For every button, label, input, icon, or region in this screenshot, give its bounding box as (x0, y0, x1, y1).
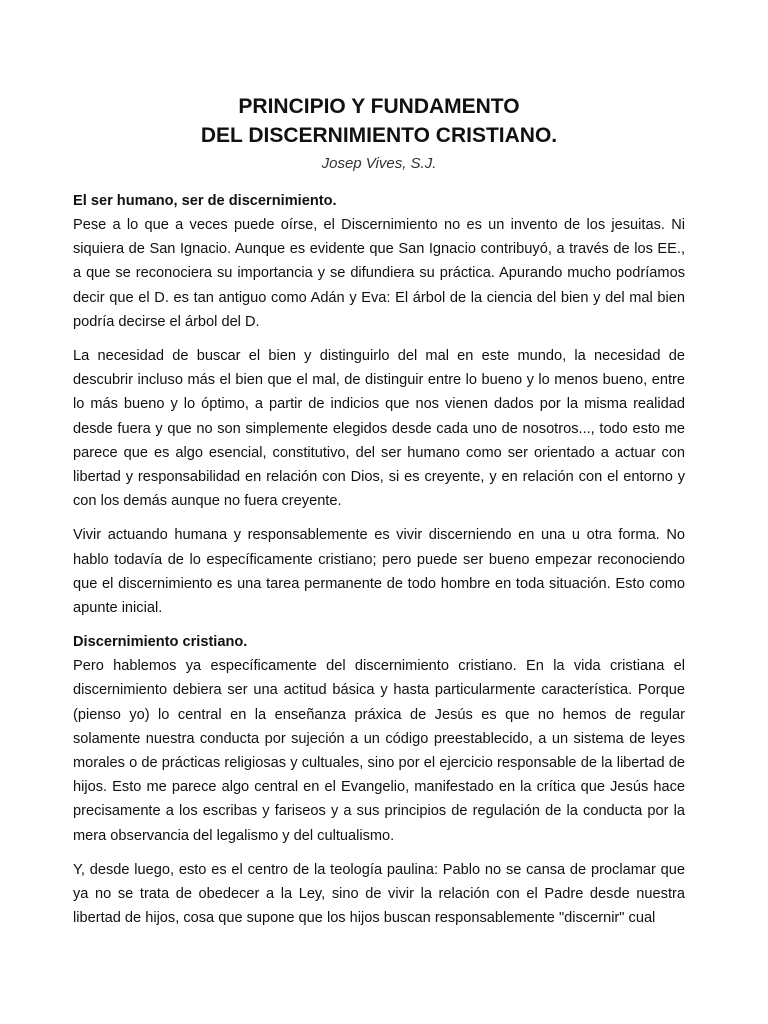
title-line-1: PRINCIPIO Y FUNDAMENTO (238, 95, 520, 118)
section-heading-2: Discernimiento cristiano. (73, 634, 248, 651)
section-heading-1: El ser humano, ser de discernimiento. (73, 193, 337, 209)
paragraph-5: Y, desde luego, esto es el centro de la teología paulina: Pablo no se cansa de proclamar que ya no se trata de obedecer a la Ley, sino de vivir la relación con el Padre desde nuestra libertad de hijos, cosa que supone que los hijos buscan responsablemente "discernir" cual (73, 861, 685, 927)
paragraph-2: La necesidad de buscar el bien y distinguirlo del mal en este mundo, la necesidad de descubrir incluso más el bien que el mal, de distinguir entre lo bueno y lo menos bueno, entre lo más bueno y lo óptimo, a partir de indicios que nos vienen dados por la misma realidad desde fuera y que no son simplemente elegidos desde cada uno de nosotros..., todo esto me parece que es algo esencial, constitutivo, del ser humano como ser orientado a actuar con libertad y responsabilidad en relación con Dios, si es creyente, y en relación con el entorno y con los demás aunque no fuera creyente. (73, 348, 685, 510)
document-title (73, 92, 685, 150)
paragraph-3: Vivir actuando humana y responsablemente es vivir discerniendo en una u otra forma. No hablo todavía de lo específicamente cristiano; pero puede ser bueno empezar reconociendo que el discernimiento es una tarea permanente de todo hombre en toda situación. Esto como apunte inicial. (73, 527, 685, 617)
author-line: Josep Vives, S.J. (321, 155, 437, 172)
title-line-2: DEL DISCERNIMIENTO CRISTIANO. (200, 124, 558, 147)
paragraph-4: Pero hablemos ya específicamente del discernimiento cristiano. En la vida cristiana el discernimiento debiera ser una actitud básica y hasta particularmente característica. Porque (pienso yo) lo central en la enseñanza práxica de Jesús es que no hemos de regular solamente nuestra conducta por sujeción a un código preestablecido, a un sistema de leyes morales o de prácticas religiosas y cultuales, sino por el ejercicio responsable de la libertad de hijos. Esto me parece algo central en el Evangelio, manifestado en la crítica que Jesús hace precisamente a los escribas y fariseos y a sus principios de regulación de la conducta por la mera observancia del legalismo y del cultualismo. (73, 658, 685, 844)
paragraph-1: Pese a lo que a veces puede oírse, el Discernimiento no es un invento de los jesuitas. Ni siquiera de San Ignacio. Aunque es evidente que San Ignacio contribuyó, a través de los EE., a que se reconociera su importancia y se difundiera su práctica. Apurando mucho podríamos decir que el D. es tan antiguo como Adán y Eva: El árbol de la ciencia del bien y del mal bien podría decirse el árbol del D. (73, 217, 685, 330)
